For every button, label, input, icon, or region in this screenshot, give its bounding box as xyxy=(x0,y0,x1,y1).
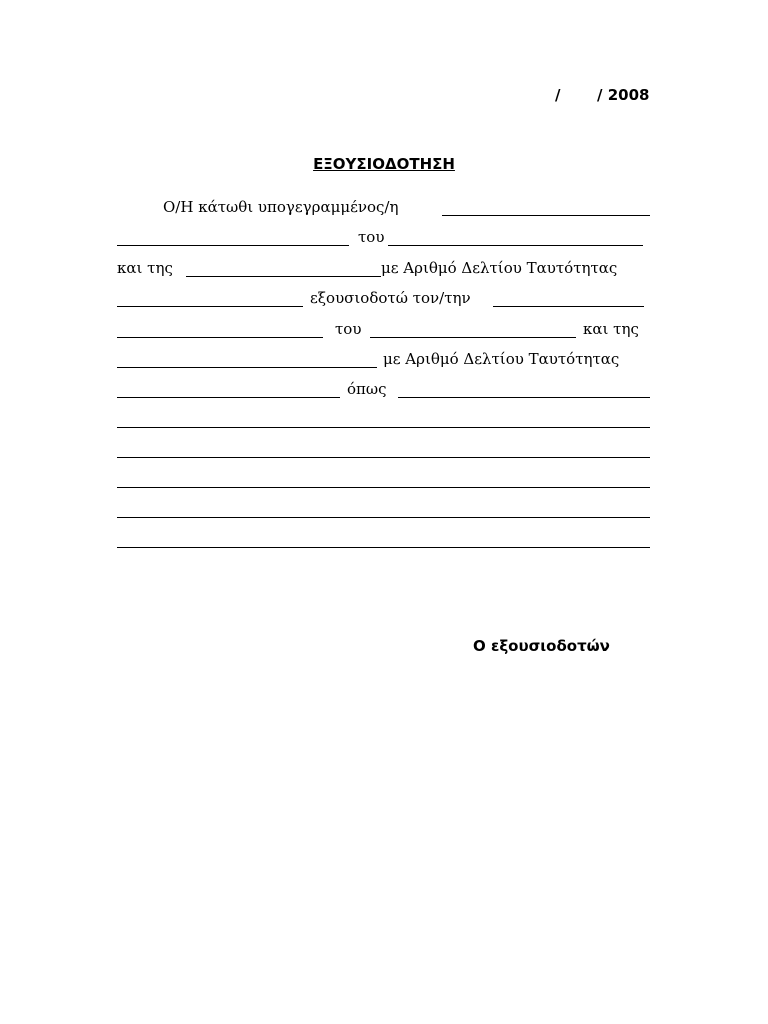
form-line-3 xyxy=(117,259,650,279)
blank-authorized-mother[interactable] xyxy=(117,367,377,368)
form-line-10 xyxy=(117,470,650,490)
blank-name[interactable] xyxy=(442,215,650,216)
line-3-text-b: με Αριθμό Δελτίου Ταυτότητας xyxy=(381,259,618,277)
blank-purpose-cont-1[interactable] xyxy=(117,427,650,428)
blank-purpose-cont-2[interactable] xyxy=(117,457,650,458)
line-7-text: όπως xyxy=(347,380,387,398)
line-4-text: εξουσιοδοτώ τον/την xyxy=(310,289,471,307)
line-3-text-a: και της xyxy=(117,259,173,277)
blank-authorized-id[interactable] xyxy=(117,397,340,398)
blank-id-number[interactable] xyxy=(117,306,303,307)
form-line-11 xyxy=(117,500,650,520)
line-2-text: του xyxy=(358,228,385,246)
signature-label: Ο εξουσιοδοτών xyxy=(473,637,610,655)
line-6-text: με Αριθμό Δελτίου Ταυτότητας xyxy=(383,350,620,368)
line-5-text-b: και της xyxy=(583,320,639,338)
form-line-12 xyxy=(117,530,650,550)
document-title: ΕΞΟΥΣΙΟΔΟΤΗΣΗ xyxy=(313,155,455,173)
form-line-4 xyxy=(117,289,650,309)
line-5-text-a: του xyxy=(335,320,362,338)
form-line-8 xyxy=(117,410,650,430)
blank-mother-name[interactable] xyxy=(186,276,381,277)
blank-name-cont[interactable] xyxy=(117,245,349,246)
form-line-5 xyxy=(117,320,650,340)
form-line-2 xyxy=(117,228,650,248)
blank-purpose-cont-3[interactable] xyxy=(117,487,650,488)
blank-purpose[interactable] xyxy=(398,397,650,398)
form-line-7 xyxy=(117,380,650,400)
line-1-text: Ο/Η κάτωθι υπογεγραμμένος/η xyxy=(163,198,399,216)
blank-authorized-name-cont[interactable] xyxy=(117,337,323,338)
form-line-6 xyxy=(117,350,650,370)
blank-authorized-name[interactable] xyxy=(493,306,644,307)
blank-authorized-father[interactable] xyxy=(370,337,576,338)
form-line-9 xyxy=(117,440,650,460)
form-line-1 xyxy=(117,198,650,218)
blank-purpose-cont-5[interactable] xyxy=(117,547,650,548)
date-field: / / 2008 xyxy=(555,86,650,104)
blank-father-name[interactable] xyxy=(388,245,643,246)
blank-purpose-cont-4[interactable] xyxy=(117,517,650,518)
